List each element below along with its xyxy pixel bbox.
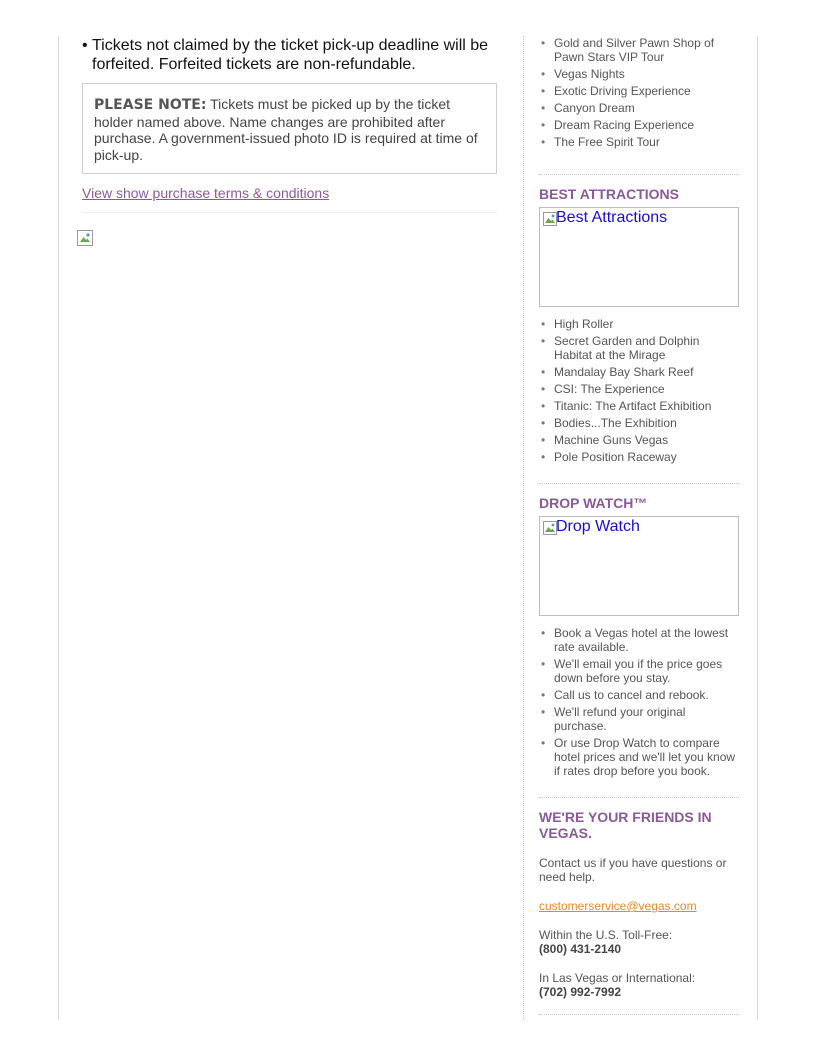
intl-phone-label: In Las Vegas or International:	[539, 971, 696, 985]
top-attractions-list	[539, 36, 739, 149]
section-divider	[539, 174, 739, 175]
list-item: • The Free Spirit Tour	[541, 135, 660, 149]
contact-intro: Contact us if you have questions or need help.	[539, 856, 727, 884]
customer-service-email-link[interactable]: customerservice@vegas.com	[539, 899, 697, 913]
section-divider	[539, 483, 739, 484]
image-alt-text: Best Attractions	[556, 209, 668, 226]
forfeit-notice	[82, 36, 497, 74]
list-item: • Titanic: The Artifact Exhibition	[541, 399, 712, 413]
broken-image-icon	[543, 212, 557, 226]
list-item: • Dream Racing Experience	[541, 118, 695, 132]
list-item: • Canyon Dream	[541, 101, 635, 115]
list-item: • Call us to cancel and rebook.	[541, 688, 709, 702]
best-attractions-image[interactable]	[539, 207, 739, 307]
list-item: • Exotic Driving Experience	[541, 84, 691, 98]
note-label: PLEASE NOTE:	[94, 97, 207, 113]
list-item: • Machine Guns Vegas	[541, 433, 669, 447]
section-divider	[82, 212, 497, 213]
intl-contact	[539, 971, 739, 999]
best-attractions-list	[539, 317, 739, 464]
list-item: • CSI: The Experience	[541, 382, 665, 396]
broken-image-icon	[543, 521, 557, 535]
list-item: • Book a Vegas hotel at the lowest rate available.	[541, 626, 729, 654]
column-divider	[523, 36, 524, 1020]
bullet: •	[82, 37, 88, 54]
intl-phone-number: (702) 992-7992	[539, 985, 622, 999]
us-phone-label: Within the U.S. Toll-Free:	[539, 928, 673, 942]
section-divider	[539, 797, 739, 798]
list-item: • We'll refund your original purchase.	[541, 705, 686, 733]
list-item: • High Roller	[541, 317, 614, 331]
list-item: • Pole Position Raceway	[541, 450, 677, 464]
list-item: • We'll email you if the price goes down before you stay.	[541, 657, 723, 685]
right-frame-line	[757, 36, 758, 1020]
friends-title: WE'RE YOUR FRIENDS IN VEGAS.	[539, 809, 712, 841]
note-text: Tickets must be picked up by the ticket holder named above. Name changes are prohibited after purchase. A government-issued photo ID is required at time of pick-up.	[94, 96, 478, 163]
image-alt-text: Drop Watch	[556, 518, 640, 535]
drop-watch-image[interactable]	[539, 516, 739, 616]
email-paragraph	[539, 899, 739, 913]
broken-image-icon	[77, 230, 93, 246]
pickup-note-box	[82, 83, 497, 174]
list-item: • Mandalay Bay Shark Reef	[541, 365, 694, 379]
terms-conditions-link[interactable]: View show purchase terms & conditions	[82, 185, 330, 201]
sidebar	[539, 36, 739, 1015]
forfeit-text: Tickets not claimed by the ticket pick-up deadline will be forfeited. Forfeited tickets are non-refundable.	[92, 37, 489, 73]
section-divider	[539, 1014, 739, 1015]
list-item: • Gold and Silver Pawn Shop of Pawn Stars VIP Tour	[541, 36, 715, 64]
drop-watch-list	[539, 626, 739, 778]
list-item: • Bodies...The Exhibition	[541, 416, 677, 430]
us-phone-number: (800) 431-2140	[539, 942, 622, 956]
drop-watch-title: DROP WATCH™	[539, 495, 648, 511]
left-frame-line	[58, 36, 59, 1020]
list-item: • Or use Drop Watch to compare hotel prices and we'll let you know if rates drop before you book.	[541, 736, 736, 778]
best-attractions-title: BEST ATTRACTIONS	[539, 186, 679, 202]
us-contact	[539, 928, 739, 956]
main-column	[82, 36, 497, 213]
list-item: • Secret Garden and Dolphin Habitat at the Mirage	[541, 334, 700, 362]
list-item: • Vegas Nights	[541, 67, 625, 81]
